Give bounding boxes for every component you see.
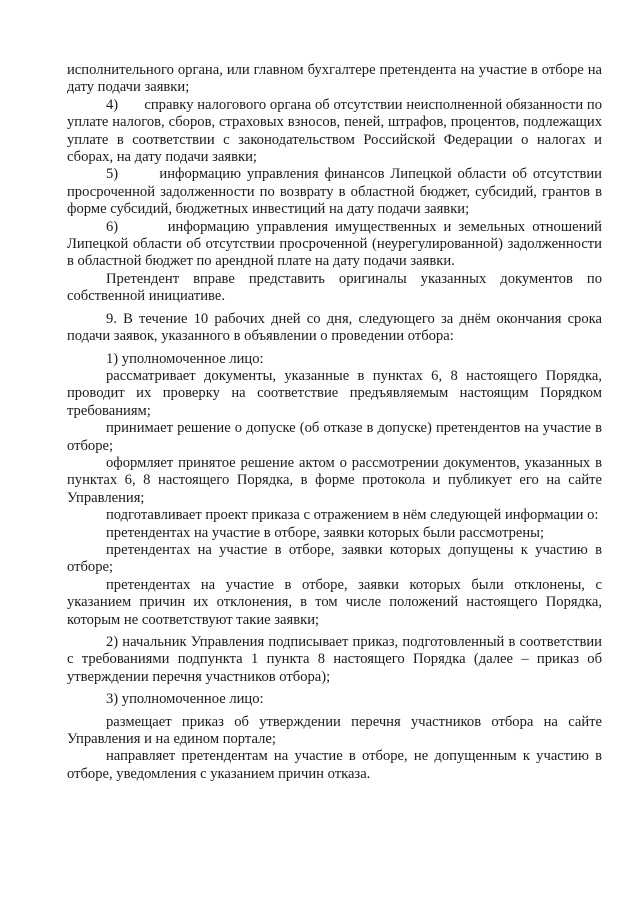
paragraph-admission-decision: принимает решение о допуске (об отказе в допуске) претендентов на участие в отборе; (67, 420, 602, 454)
paragraph-draft-order: подготавливает проект приказа с отражением в нём следующей информации о: (106, 507, 599, 524)
paragraph-reviews-documents: рассматривает документы, указанные в пунктах 6, 8 настоящего Порядка, проводит их проверку на соответствие предъявляемым настоящим Порядком требованиям; (67, 367, 602, 419)
paragraph-1: исполнительного органа, или главном бухгалтере претендента на участие в отборе на дату подачи заявки; (67, 62, 602, 96)
paragraph-subclause-1: 1) уполномоченное лицо: (106, 350, 264, 367)
paragraph-originals-note: Претендент вправе представить оригиналы указанных документов по собственной инициативе. (67, 270, 602, 305)
paragraph-item-6: 6) информацию управления имущественных и земельных отношений Липецкой области об отсутствии просроченной (неурегулированной) задолженности в областной бюджет по арендной плате на дату подачи заявки. (67, 218, 602, 270)
paragraph-item-4: 4) справку налогового органа об отсутствии неисполненной обязанности по уплате налогов, сборов, страховых взносов, пеней, штрафов, процентов, подлежащих уплате в соответствии с законодательством Российской Федерации о налогах и сборах, на дату подачи заявки; (67, 96, 602, 166)
paragraph-subclause-2: 2) начальник Управления подписывает приказ, подготовленный в соответствии с требованиями подпункта 1 пункта 8 настоящего Порядка (далее – приказ об утверждении перечня участников отбора); (67, 634, 602, 685)
paragraph-clause-9: 9. В течение 10 рабочих дней со дня, следующего за днём окончания срока подачи заявок, указанного в объявлении о проведении отбора: (67, 310, 602, 345)
paragraph-publishes-order: размещает приказ об утверждении перечня участников отбора на сайте Управления и на едином портале; (67, 713, 602, 748)
paragraph-subclause-3: 3) уполномоченное лицо: (106, 691, 264, 708)
paragraph-item-5: 5) информацию управления финансов Липецкой области об отсутствии просроченной задолженности по возврату в областной бюджет, субсидий, грантов в форме субсидий, бюджетных инвестиций на дату подачи заявки; (67, 166, 602, 218)
paragraph-applicants-admitted: претендентах на участие в отборе, заявки которых допущены к участию в отборе; (67, 541, 602, 576)
document-body (67, 62, 602, 783)
paragraph-protocol: оформляет принятое решение актом о рассмотрении документов, указанных в пунктах 6, 8 настоящего Порядка, в форме протокола и публикует его на сайте Управления; (67, 454, 602, 506)
paragraph-sends-notices: направляет претендентам на участие в отборе, не допущенным к участию в отборе, уведомления с указанием причин отказа. (67, 748, 602, 782)
paragraph-applicants-reviewed: претендентах на участие в отборе, заявки которых были рассмотрены; (106, 524, 545, 541)
paragraph-applicants-rejected: претендентах на участие в отборе, заявки которых были отклонены, с указанием причин их отклонения, в том числе положений настоящего Порядка, которым не соответствуют такие заявки; (67, 576, 602, 628)
